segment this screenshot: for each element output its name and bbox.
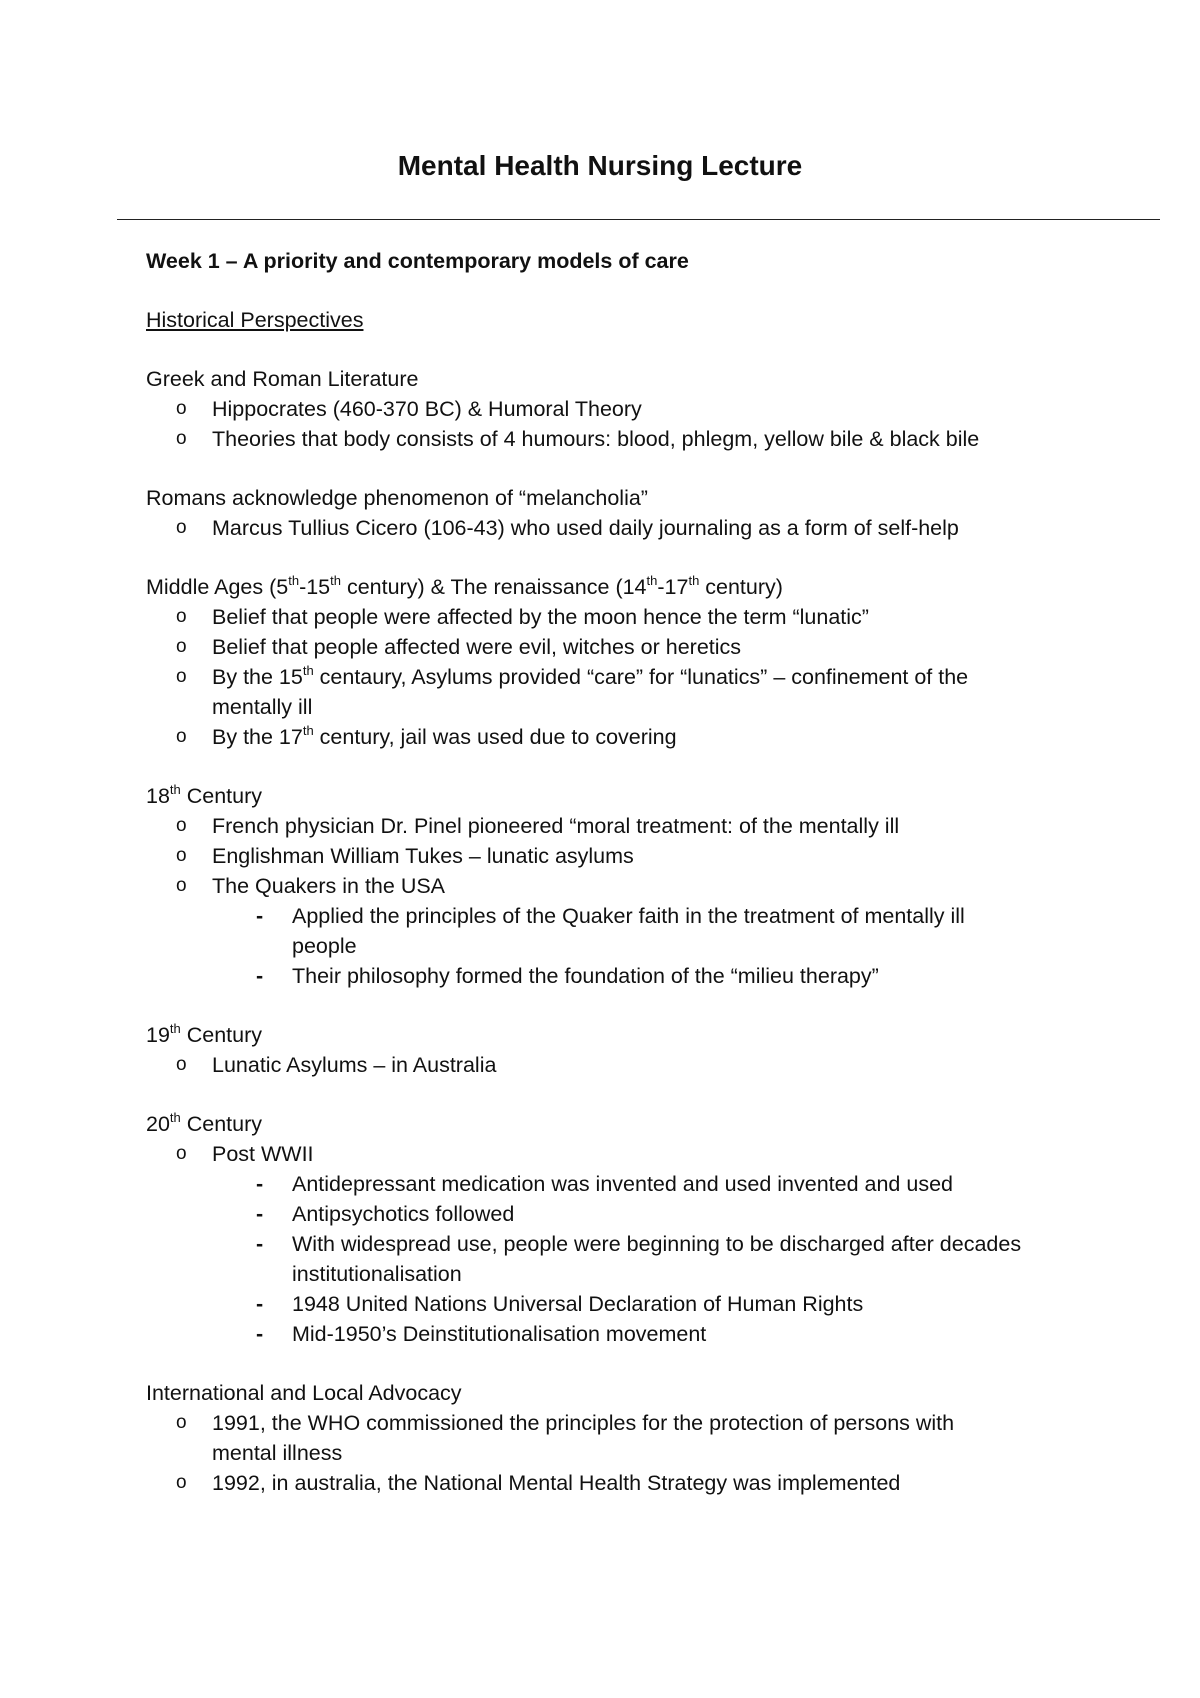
bullet-marker: o [176,606,187,627]
list-item: o Belief that people were affected by the moon hence the term “lunatic” [146,602,1146,632]
bullet-marker: o [176,636,187,657]
sub-list-item-continuation: institutionalisation [292,1262,462,1286]
bullet-marker: o [176,845,187,866]
week-heading: Week 1 – A priority and contemporary models of care [146,249,689,273]
dash-marker: - [256,1202,264,1226]
greek-heading: Greek and Roman Literature [146,367,419,391]
dash-marker: - [256,1292,264,1316]
bullet-marker: o [176,1143,187,1164]
list-item: o Marcus Tullius Cicero (106-43) who used daily journaling as a form of self-help [146,513,1146,543]
sub-list-item: - 1948 United Nations Universal Declaration of Human Rights [146,1289,1146,1319]
document-body [146,246,1146,1498]
bullet-marker: o [176,428,187,449]
list-item: o Post WWII [146,1139,1146,1169]
bullet-marker: o [176,726,187,747]
dash-marker: - [256,1322,264,1346]
document-title: Mental Health Nursing Lecture [397,150,803,181]
bullet-marker: o [176,815,187,836]
sub-list-item: - Antidepressant medication was invented and used invented and used [146,1169,1146,1199]
century-18-heading: 18th Century [146,782,263,808]
century-19-heading: 19th Century [146,1021,263,1047]
sub-list-item: - Antipsychotics followed [146,1199,1146,1229]
bullet-marker: o [176,398,187,419]
sub-list-item: - Mid-1950’s Deinstitutionalisation movement [146,1319,1146,1349]
century-20-heading: 20th Century [146,1110,263,1136]
section-heading: Historical Perspectives [146,308,364,332]
dash-marker: - [256,1172,264,1196]
romans-heading: Romans acknowledge phenomenon of “melancholia” [146,486,648,510]
bullet-marker: o [176,1054,187,1075]
sub-list-item: - With widespread use, people were beginning to be discharged after decades [146,1229,1146,1259]
sub-list-item-continuation: people [292,934,357,958]
bullet-marker: o [176,666,187,687]
list-item: o Englishman William Tukes – lunatic asylums [146,841,1146,871]
list-item-continuation: mental illness [212,1441,343,1465]
middle-ages-heading: Middle Ages (5th-15th century) & The renaissance (14th-17th century) [146,573,783,599]
list-item: o Hippocrates (460-370 BC) & Humoral Theory [146,394,1146,424]
dash-marker: - [256,1232,264,1256]
list-item: o French physician Dr. Pinel pioneered “moral treatment: of the mentally ill [146,811,1146,841]
list-item: o 1991, the WHO commissioned the principles for the protection of persons with [146,1408,1146,1438]
list-item: o By the 17th century, jail was used due to covering [146,722,1146,752]
dash-marker: - [256,904,264,928]
list-item-continuation: mentally ill [212,695,313,719]
sub-list-item: - Applied the principles of the Quaker faith in the treatment of mentally ill [146,901,1146,931]
list-item: o Theories that body consists of 4 humours: blood, phlegm, yellow bile & black bile [146,424,1146,454]
bullet-marker: o [176,875,187,896]
list-item: o The Quakers in the USA [146,871,1146,901]
bullet-marker: o [176,517,187,538]
list-item: o 1992, in australia, the National Mental Health Strategy was implemented [146,1468,1146,1498]
bullet-marker: o [176,1412,187,1433]
bullet-marker: o [176,1472,187,1493]
advocacy-heading: International and Local Advocacy [146,1381,462,1405]
list-item: o Belief that people affected were evil, witches or heretics [146,632,1146,662]
sub-list-item: - Their philosophy formed the foundation of the “milieu therapy” [146,961,1146,991]
list-item: o By the 15th centaury, Asylums provided “care” for “lunatics” – confinement of the [146,662,1146,692]
dash-marker: - [256,964,264,988]
title-divider [117,219,1160,220]
list-item: o Lunatic Asylums – in Australia [146,1050,1146,1080]
